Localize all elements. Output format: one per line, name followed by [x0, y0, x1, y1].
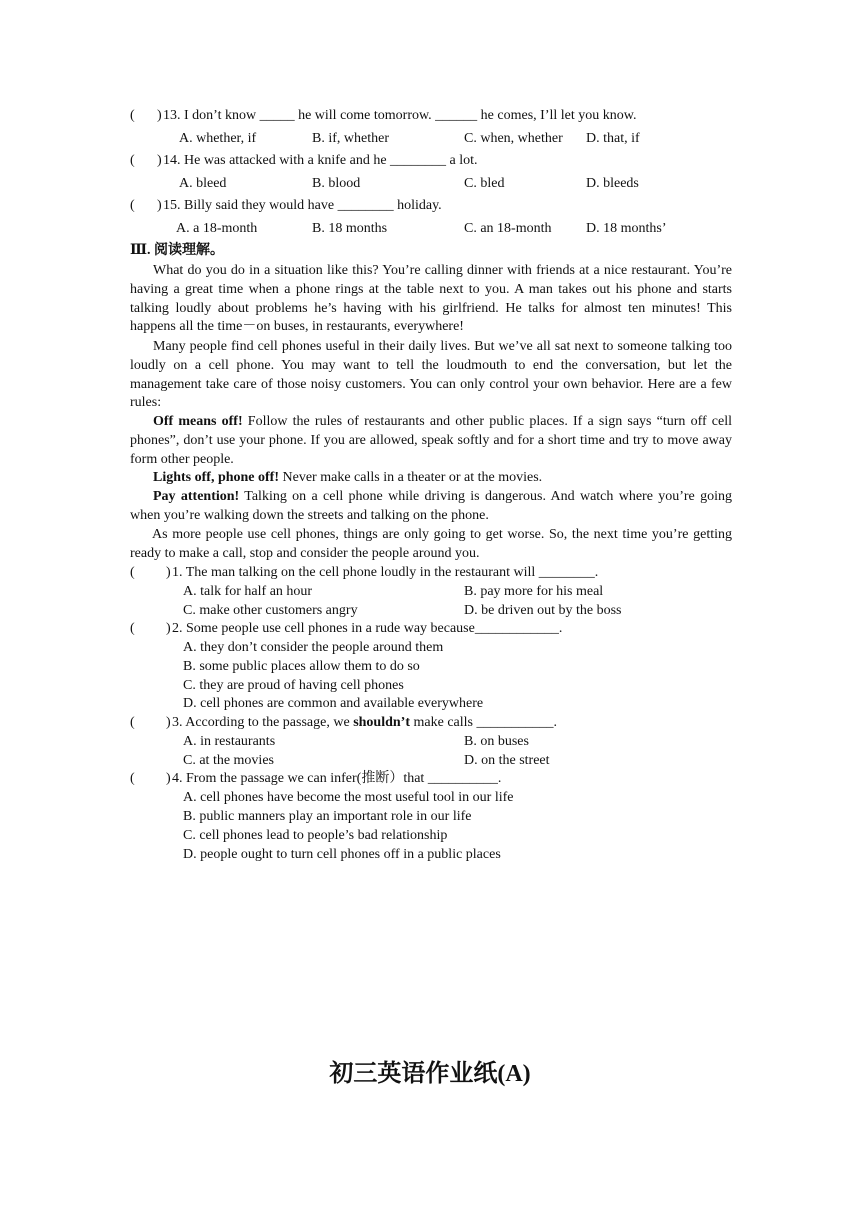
option-b: B. blood — [312, 176, 361, 191]
passage-paragraph-1: What do you do in a situation like this? You’re calling dinner with friends at a nice restaurant. You’re having a great time when a phone rings at the table next to you. A man takes out his phone and starts talking loudly about problems he’s having with his girlfriend. He talks for almost ten minutes! This happens all the time－on buses, in restaurants, everywhere! — [130, 263, 732, 335]
option-c: C. they are proud of having cell phones — [183, 678, 404, 693]
answer-paren-open: ( — [130, 715, 135, 730]
answer-paren-close: ) — [166, 565, 171, 580]
answer-paren-open: ( — [130, 198, 135, 213]
worksheet-title: 初三英语作业纸(A) — [329, 1061, 531, 1087]
answer-paren-close: ) — [166, 621, 171, 636]
stem-pre: 3. According to the passage, we — [172, 715, 354, 730]
question-stem: 1. The man talking on the cell phone loudly in the restaurant will ________. — [172, 565, 599, 580]
question-stem: 15. Billy said they would have ________ holiday. — [163, 198, 442, 213]
answer-paren-close: ) — [166, 715, 171, 730]
answer-paren-open: ( — [130, 771, 135, 786]
option-b: B. pay more for his meal — [464, 584, 604, 599]
passage-rule-1 — [130, 413, 732, 469]
passage-rule-2 — [130, 469, 732, 488]
rule-text: Talking on a cell phone while driving is dangerous. And watch where you’re going when you’re walking down the streets and talking on the phone. — [130, 489, 732, 523]
option-d: D. bleeds — [586, 176, 639, 191]
option-b: B. if, whether — [312, 131, 389, 146]
option-a: A. cell phones have become the most useful tool in our life — [183, 790, 514, 805]
option-c: C. cell phones lead to people’s bad relationship — [183, 828, 448, 843]
answer-paren-open: ( — [130, 565, 135, 580]
option-a: A. bleed — [179, 176, 227, 191]
option-d: D. people ought to turn cell phones off in a public places — [183, 847, 501, 862]
question-stem: 2. Some people use cell phones in a rude way because____________. — [172, 621, 563, 636]
option-d: D. that, if — [586, 131, 640, 146]
question-stem — [172, 714, 557, 732]
section-heading-reading: Ⅲ. 阅读理解。 — [130, 243, 225, 258]
option-d: D. be driven out by the boss — [464, 603, 622, 618]
answer-paren-close: ) — [166, 771, 171, 786]
option-c: C. when, whether — [464, 131, 563, 146]
answer-paren-open: ( — [130, 153, 135, 168]
option-c: C. make other customers angry — [183, 603, 358, 618]
option-a: A. a 18-month — [176, 221, 258, 236]
rule-text: Follow the rules of restaurants and other public places. If a sign says “turn off cell phones”, don’t use your phone. If you are allowed, speak softly and for a short time and try to move away form other people. — [130, 414, 733, 467]
option-b: B. some public places allow them to do so — [183, 659, 420, 674]
option-a: A. talk for half an hour — [183, 584, 313, 599]
stem-post: make calls ___________. — [410, 715, 557, 730]
answer-paren-open: ( — [130, 621, 135, 636]
option-a: A. in restaurants — [183, 734, 276, 749]
question-stem: 14. He was attacked with a knife and he ________ a lot. — [163, 153, 478, 168]
answer-paren-close: ) — [157, 153, 162, 168]
question-stem: 4. From the passage we can infer(推断）that __________. — [172, 771, 502, 786]
stem-bold: shouldn’t — [353, 715, 410, 730]
option-b: B. 18 months — [312, 221, 388, 236]
option-d: D. cell phones are common and available everywhere — [183, 696, 484, 711]
rule-heading: Pay attention! — [153, 489, 240, 504]
option-c: C. an 18-month — [464, 221, 552, 236]
answer-paren-close: ) — [157, 198, 162, 213]
option-b: B. on buses — [464, 734, 529, 749]
question-stem: 13. I don’t know _____ he will come tomorrow. ______ he comes, I’ll let you know. — [163, 108, 637, 123]
rule-heading: Lights off, phone off! — [153, 470, 280, 485]
answer-paren-close: ) — [157, 108, 162, 123]
option-c: C. bled — [464, 176, 505, 191]
option-d: D. on the street — [464, 753, 550, 768]
passage-paragraph-last: As more people use cell phones, things are only going to get worse. So, the next time you’re getting ready to make a call, stop and consider the people around you. — [130, 527, 732, 561]
option-c: C. at the movies — [183, 753, 274, 768]
passage-paragraph-2: Many people find cell phones useful in their daily lives. But we’ve all sat next to someone talking too loudly on a cell phone. You may want to tell the loudmouth to end the conversation, but let the management take care of those noisy customers. You can only control your own behavior. Here are a few rules: — [130, 339, 732, 411]
answer-paren-open: ( — [130, 108, 135, 123]
option-b: B. public manners play an important role in our life — [183, 809, 472, 824]
option-a: A. whether, if — [179, 131, 257, 146]
option-d: D. 18 months’ — [586, 221, 667, 236]
rule-text: Never make calls in a theater or at the movies. — [279, 470, 543, 485]
option-a: A. they don’t consider the people around them — [183, 640, 444, 655]
passage-rule-3 — [130, 488, 732, 526]
rule-heading: Off means off! — [153, 414, 243, 429]
